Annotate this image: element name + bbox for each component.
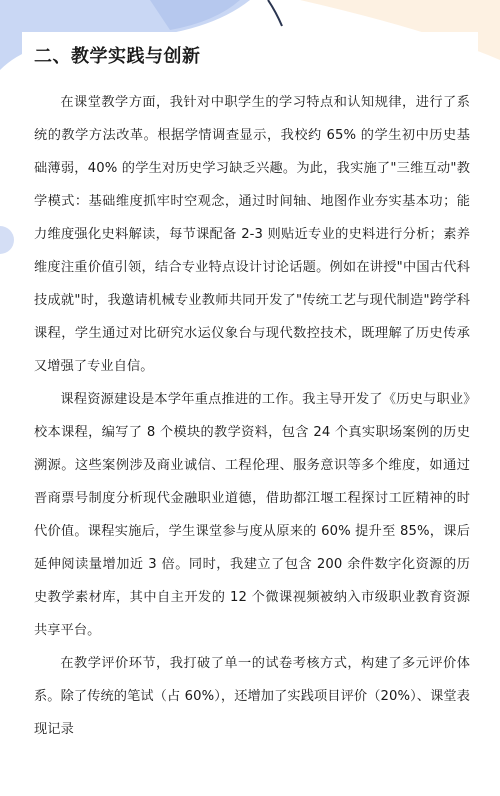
document-page bbox=[22, 32, 478, 796]
section-heading: 二、教学实践与创新 bbox=[34, 46, 201, 67]
paragraph-evaluation: 在教学评价环节，我打破了单一的试卷考核方式，构建了多元评价体系。除了传统的笔试（占 60%），还增加了实践项目评价（20%）、课堂表现记录 bbox=[34, 655, 470, 737]
paragraph-teaching-methods: 在课堂教学方面，我针对中职学生的学习特点和认知规律，进行了系统的教学方法改革。根据学情调查显示，我校约 65% 的学生初中历史基础薄弱，40% 的学生对历史学习缺乏兴趣。为此，我实施了"三维互动"教学模式：基础维度抓牢时空观念，通过时间轴、地图作业夯实基本功；能力维度强化史料解读，每节课配备 2-3 则贴近专业的史料进行分析；素养维度注重价值引领，结合专业特点设计讨论话题。例如在讲授"中国古代科技成就"时，我邀请机械专业教师共同开发了"传统工艺与现代制造"跨学科课程，学生通过对比研究水运仪象台与现代数控技术，既理解了历史传承又增强了专业自信。 bbox=[34, 94, 470, 374]
paragraph-curriculum-resources: 课程资源建设是本学年重点推进的工作。我主导开发了《历史与职业》校本课程，编写了 8 个模块的教学资料，包含 24 个真实职场案例的历史溯源。这些案例涉及商业诚信、工程伦理、服务意识等多个维度，如通过晋商票号制度分析现代金融职业道德，借助都江堰工程探讨工匠精神的时代价值。课程实施后，学生课堂参与度从原来的 60% 提升至 85%，课后延伸阅读量增加近 3 倍。同时，我建立了包含 200 余件数字化资源的历史教学素材库，其中自主开发的 12 个微课视频被纳入市级职业教育资源共享平台。 bbox=[34, 391, 470, 638]
